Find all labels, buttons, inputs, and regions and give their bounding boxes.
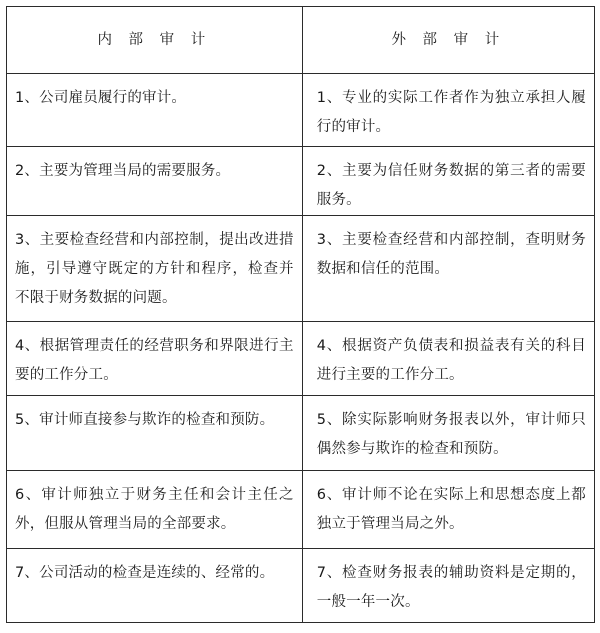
internal-cell: 4、根据管理责任的经营职务和界限进行主要的工作分工。: [7, 322, 303, 396]
external-cell: 3、主要检查经营和内部控制，查明财务数据和信任的范围。: [302, 216, 594, 322]
table-row: [7, 216, 595, 322]
external-cell: 4、根据资产负债表和损益表有关的科目进行主要的工作分工。: [302, 322, 594, 396]
internal-cell: 7、公司活动的检查是连续的、经常的。: [7, 549, 303, 623]
external-cell: 7、检查财务报表的辅助资料是定期的，一般一年一次。: [302, 549, 594, 623]
table-row: [7, 147, 595, 216]
internal-cell: 3、主要检查经营和内部控制，提出改进措施，引导遵守既定的方针和程序，检查并不限于财务数据的问题。: [7, 216, 303, 322]
internal-cell: 6、审计师独立于财务主任和会计主任之外，但服从管理当局的全部要求。: [7, 471, 303, 549]
header-row: [7, 7, 595, 74]
internal-cell: 2、主要为管理当局的需要服务。: [7, 147, 303, 216]
external-cell: 5、除实际影响财务报表以外，审计师只偶然参与欺诈的检查和预防。: [302, 396, 594, 471]
internal-cell: 1、公司雇员履行的审计。: [7, 74, 303, 147]
external-cell: 6、审计师不论在实际上和思想态度上都独立于管理当局之外。: [302, 471, 594, 549]
external-cell: 1、专业的实际工作者作为独立承担人履行的审计。: [302, 74, 594, 147]
table-row: [7, 396, 595, 471]
header-external-audit: 外 部 审 计: [302, 7, 594, 74]
audit-comparison-table: [6, 6, 595, 623]
table-row: [7, 471, 595, 549]
internal-cell: 5、审计师直接参与欺诈的检查和预防。: [7, 396, 303, 471]
header-internal-audit: 内 部 审 计: [7, 7, 303, 74]
table-row: [7, 322, 595, 396]
table-row: [7, 549, 595, 623]
table-row: [7, 74, 595, 147]
external-cell: 2、主要为信任财务数据的第三者的需要服务。: [302, 147, 594, 216]
